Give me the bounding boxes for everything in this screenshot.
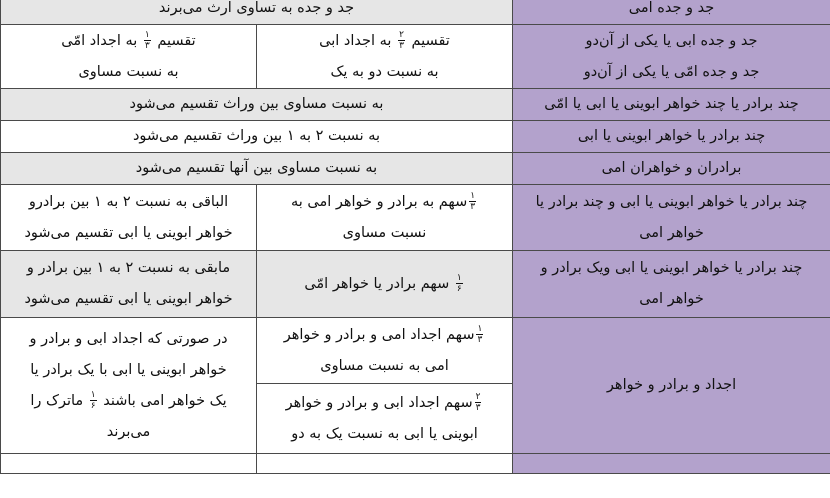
share-text: خواهر ابوینی یا ابی تقسیم می‌شود <box>24 291 233 307</box>
heir-label-text: جد و جده امی <box>628 0 715 16</box>
share-rule-text: به نسبت ۲ به ۱ بین وراث تقسیم می‌شود <box>132 128 381 144</box>
heir-label-text: اجداد و برادر و خواهر <box>606 377 737 393</box>
share-text: ابوینی یا ابی به نسبت یک به دو <box>291 425 478 442</box>
table-row <box>1 121 830 153</box>
share-rule-text: به نسبت مساوی بین آنها تقسیم می‌شود <box>135 160 378 176</box>
heir-label-text: برادران و خواهران امی <box>601 160 742 176</box>
fraction: $\frac{۱}{۳}$ <box>470 191 476 212</box>
share-text: به نسبت مساوی <box>78 63 179 80</box>
share-rule <box>1 89 513 121</box>
share-rule <box>1 251 257 318</box>
heir-label <box>513 318 830 454</box>
table-row <box>1 0 830 25</box>
share-text: خواهر ابوینی یا ابی با یک برادر یا <box>30 361 227 378</box>
table-row <box>1 318 830 384</box>
share-rule-text: جد و جده به تساوی ارث می‌برند <box>158 0 355 16</box>
share-rule <box>257 25 513 89</box>
share-text: مابقی به نسبت ۲ به ۱ بین برادر و <box>26 260 231 276</box>
table-row <box>1 153 830 185</box>
share-text: تقسیم <box>157 32 196 49</box>
heir-label <box>513 25 830 89</box>
heir-label-line: جد و جده ابی یا یکی از آن‌دو <box>585 32 758 49</box>
share-rule <box>257 384 513 454</box>
share-text: الباقی به نسبت ۲ به ۱ بین برادرو <box>28 193 229 210</box>
heir-label-line: جد و جده امّی یا یکی از آن‌دو <box>583 63 760 80</box>
heir-label-text: چند برادر یا خواهر ابوینی یا ابی <box>577 128 766 144</box>
share-text: امی به نسبت مساوی <box>320 357 449 374</box>
heir-label-line: خواهر امی <box>639 224 704 241</box>
share-rule-text: به نسبت مساوی بین وراث تقسیم می‌شود <box>129 96 384 112</box>
share-text: سهم برادر یا خواهر امّی <box>304 275 450 292</box>
table-row <box>1 251 830 318</box>
share-text: یک خواهر امی باشند <box>103 392 227 409</box>
fraction: $\frac{۲}{۳}$ <box>475 392 481 413</box>
heir-label-line: خواهر امی <box>639 291 704 307</box>
fraction: $\frac{۲}{۳}$ <box>399 30 404 51</box>
share-text: سهم اجداد امی و برادر و خواهر <box>283 326 475 343</box>
heir-label <box>513 251 830 318</box>
heir-label <box>513 185 830 251</box>
share-text: تقسیم <box>411 32 450 49</box>
heir-label <box>513 153 830 185</box>
share-text: خواهر ابوینی یا ابی تقسیم می‌شود <box>24 224 233 241</box>
share-rule <box>257 318 513 384</box>
share-rule <box>1 454 257 474</box>
heir-label-line: چند برادر یا خواهر ابوینی یا ابی ویک برادر و <box>540 260 803 276</box>
share-rule <box>257 251 513 318</box>
table-row <box>1 454 830 474</box>
share-text: می‌برند <box>106 423 151 440</box>
table-row <box>1 89 830 121</box>
table-row <box>1 25 830 89</box>
heir-label-text: چند برادر یا چند خواهر ابوینی یا ابی یا امّی <box>544 96 799 112</box>
share-rule <box>257 185 513 251</box>
table-row <box>1 185 830 251</box>
heir-label <box>513 454 830 474</box>
fraction: $\frac{۱}{۳}$ <box>477 324 483 345</box>
share-rule <box>257 454 513 474</box>
share-text: در صورتی که اجداد ابی و برادر و <box>29 330 228 347</box>
share-text: سهم اجداد ابی و برادر و خواهر <box>285 394 473 411</box>
heir-label <box>513 121 830 153</box>
fraction: $\frac{۱}{۳}$ <box>144 30 150 51</box>
fraction: $\frac{۱}{۶}$ <box>90 390 96 411</box>
share-rule <box>1 25 257 89</box>
share-rule <box>1 153 513 185</box>
heir-label <box>513 89 830 121</box>
share-rule <box>1 0 513 25</box>
share-text: نسبت مساوی <box>342 224 427 241</box>
share-rule <box>1 185 257 251</box>
share-text: سهم به برادر و خواهر امی به <box>290 193 468 210</box>
heir-label-line: چند برادر یا خواهر ابوینی یا ابی و چند برادر یا <box>535 193 808 210</box>
share-text: ماترک را <box>30 392 84 409</box>
heir-label <box>513 0 830 25</box>
share-text: به نسبت دو به یک <box>330 63 439 80</box>
share-rule <box>1 121 513 153</box>
share-rule <box>1 318 257 454</box>
fraction: $\frac{۱}{۶}$ <box>456 273 462 294</box>
share-text: به اجداد امّی <box>61 32 138 49</box>
share-text: به اجداد ابی <box>319 32 392 49</box>
